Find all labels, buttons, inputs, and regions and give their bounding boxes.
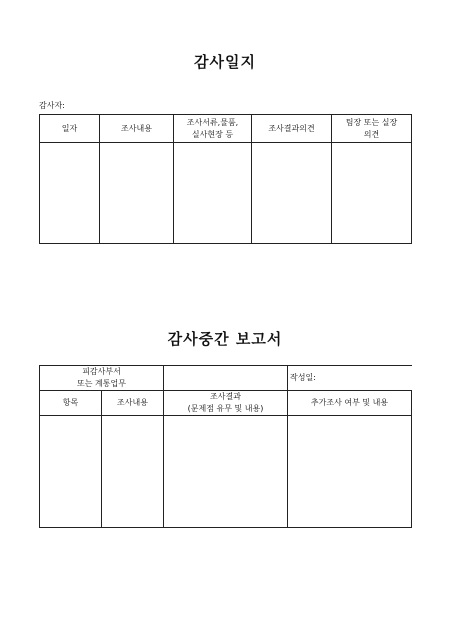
cell-additional[interactable]	[288, 416, 412, 528]
column-header-item: 항목	[40, 391, 102, 416]
table-body-row	[40, 416, 412, 528]
column-header-manager-opinion: 팀장 또는 실장 의견	[332, 115, 412, 143]
table-header-row	[40, 115, 412, 143]
interim-report-table	[39, 365, 412, 528]
inspector-label: 감사자:	[39, 101, 65, 110]
cell-result[interactable]	[164, 416, 288, 528]
column-header-content: 조사내용	[102, 391, 164, 416]
audited-dept-label: 피감사부서 또는 계통업무	[40, 366, 164, 391]
date-label: 작성일:	[288, 366, 412, 391]
cell-opinion[interactable]	[252, 143, 332, 244]
cell-content[interactable]	[100, 143, 174, 244]
column-header-opinion: 조사결과의견	[252, 115, 332, 143]
column-header-documents: 조사서류,물품, 실사현장 등	[174, 115, 252, 143]
column-header-date: 일자	[40, 115, 100, 143]
table-header-row	[40, 391, 412, 416]
interim-report-title: 감사중간 보고서	[167, 330, 283, 348]
audit-log-table	[39, 114, 412, 244]
column-header-result: 조사결과 (문제점 유무 및 내용)	[164, 391, 288, 416]
cell-content[interactable]	[102, 416, 164, 528]
report-info-row	[40, 366, 412, 391]
audited-dept-value[interactable]	[164, 366, 288, 391]
cell-manager-opinion[interactable]	[332, 143, 412, 244]
cell-item[interactable]	[40, 416, 102, 528]
column-header-content: 조사내용	[100, 115, 174, 143]
cell-date[interactable]	[40, 143, 100, 244]
audit-log-title: 감사일지	[194, 53, 256, 71]
table-body-row	[40, 143, 412, 244]
column-header-additional: 추가조사 여부 및 내용	[288, 391, 412, 416]
cell-documents[interactable]	[174, 143, 252, 244]
